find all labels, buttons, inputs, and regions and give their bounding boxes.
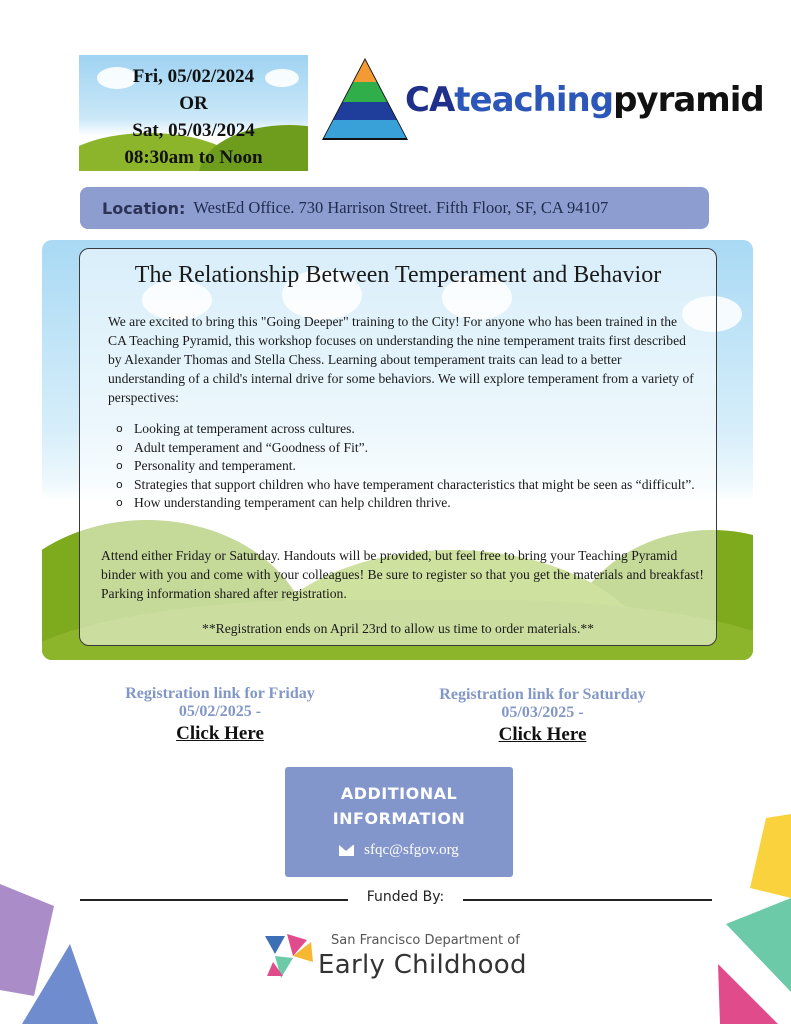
list-item: o How understanding temperament can help children thrive. (116, 495, 451, 511)
date-saturday: Sat, 05/03/2024 (132, 120, 255, 141)
dec-name-line2: Early Childhood (318, 950, 527, 980)
contact-email[interactable] (285, 842, 513, 859)
registration-saturday-label: Registration link for Saturday 05/03/2025 - (439, 686, 646, 721)
friday-click-here-link[interactable]: Click Here (176, 723, 264, 744)
list-item: o Adult temperament and “Goodness of Fit”. (116, 439, 369, 455)
attend-paragraph: Attend either Friday or Saturday. Handouts will be provided, but feel free to bring your Teaching Pyramid binder with you and come with your colleagues! Be sure to register so that you get the materials and breakfast! Parking information shared after registration. (101, 548, 704, 601)
time-range: 08:30am to Noon (124, 147, 263, 168)
list-item: o Looking at temperament across cultures. (116, 421, 355, 436)
logo-wordmark: CAteachingpyramid (405, 80, 764, 120)
additional-information-box (285, 767, 513, 877)
saturday-click-here-link[interactable]: Click Here (498, 724, 587, 745)
list-item: o Strategies that support children who have temperament characteristics that might be seen as “difficult”. (116, 476, 695, 492)
page-title: The Relationship Between Temperament and Behavior (134, 262, 662, 288)
info-title-line1: ADDITIONAL (340, 784, 458, 803)
topic-list (116, 420, 706, 513)
info-title-line2: INFORMATION (332, 809, 466, 828)
location-bar (80, 187, 709, 229)
registration-saturday (420, 686, 665, 746)
location-label: Location: (102, 198, 186, 218)
registration-friday-label: Registration link for Friday 05/02/2025 - (125, 685, 315, 720)
date-or: OR (179, 93, 208, 114)
registration-deadline: **Registration ends on April 23rd to allow us time to order materials.** (202, 621, 594, 636)
divider-left (80, 899, 348, 901)
list-item: o Personality and temperament. (116, 458, 296, 474)
decorative-corner-right-icon (706, 814, 791, 1024)
mail-icon (339, 845, 354, 856)
intro-paragraph: We are excited to bring this "Going Deeper" training to the City! For anyone who has been trained in the CA Teaching Pyramid, this workshop focuses on understanding the nine temperament traits first described by Alexander Thomas and Stella Chess. Learning about temperament traits can lead to a better understanding of a child's internal drive for some behaviors. We will explore temperament from a variety of perspectives: (108, 314, 694, 405)
funded-by-label: Funded By: (366, 889, 445, 905)
registration-friday (100, 685, 340, 745)
contact-email-text[interactable]: sfqc@sfgov.org (364, 842, 459, 858)
dec-name-line1: San Francisco Department of (331, 933, 520, 948)
decorative-corner-left-icon (0, 878, 110, 1024)
location-address: WestEd Office. 730 Harrison Street. Fifth Floor, SF, CA 94107 (193, 198, 609, 217)
date-friday: Fri, 05/02/2024 (132, 66, 255, 87)
divider-right (463, 899, 712, 901)
date-box (79, 55, 308, 171)
